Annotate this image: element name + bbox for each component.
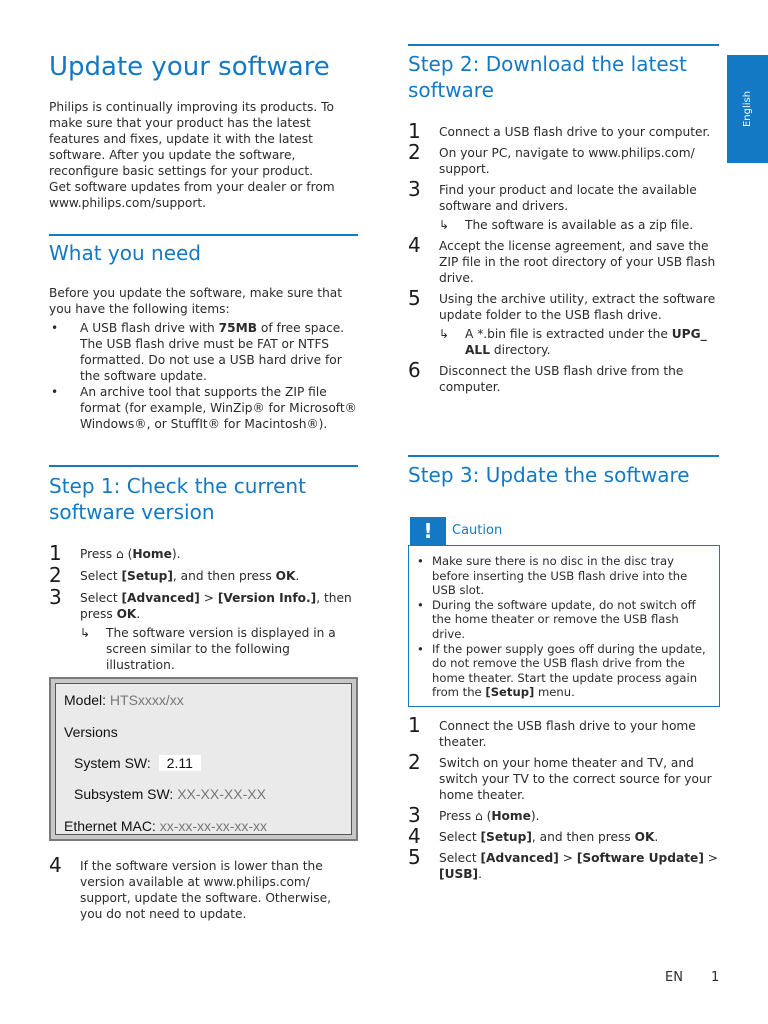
model-label: Model: <box>64 692 107 708</box>
step-text: Connect the USB flash drive to your home theater. <box>439 719 696 749</box>
step-number: 2 <box>408 750 421 774</box>
step-bold: [Advanced] <box>480 851 559 865</box>
step-number: 3 <box>408 177 421 201</box>
version-info-panel <box>55 683 352 835</box>
page-number: 1 <box>711 970 720 985</box>
list-item <box>417 642 711 700</box>
step-text: Find your product and locate the available software and drivers. <box>439 183 697 213</box>
list-item <box>49 563 360 590</box>
step-result <box>439 217 720 233</box>
list-item <box>408 358 720 395</box>
step-result-text: directory. <box>489 343 551 357</box>
step-text: . <box>295 569 300 583</box>
home-icon: ⌂ <box>115 547 124 561</box>
caution-text: During the software update, do not switch off the home theater or remove the USB flash drive. <box>432 597 696 641</box>
system-sw-label: System SW: <box>74 755 151 771</box>
step-result-text: A *.bin file is extracted under the <box>465 327 672 341</box>
list-item <box>408 233 720 286</box>
step-number: 3 <box>49 585 62 609</box>
step-number: 2 <box>408 140 421 164</box>
step-text: ( <box>482 809 492 823</box>
step-text: Select <box>439 851 481 865</box>
list-item <box>408 140 720 177</box>
bullet-icon: • <box>51 385 59 399</box>
subsystem-sw-label: Subsystem SW: <box>74 786 174 802</box>
step3-list <box>408 713 720 882</box>
version-info-screen <box>49 677 358 841</box>
list-item <box>49 585 360 673</box>
footer-language: EN <box>665 970 683 985</box>
caution-text: menu. <box>534 685 575 700</box>
subsystem-sw-line <box>74 786 266 802</box>
step-bold: OK <box>116 607 137 621</box>
step-text: . <box>136 607 141 621</box>
list-item <box>408 750 720 803</box>
step-number: 1 <box>408 119 421 143</box>
step-text: > <box>558 851 577 865</box>
model-line <box>64 692 184 708</box>
list-item <box>49 320 360 384</box>
step-bold: [Setup] <box>121 569 173 583</box>
list-item <box>408 824 720 848</box>
bullet-icon: • <box>51 321 59 335</box>
system-sw-line <box>74 755 201 771</box>
home-icon: ⌂ <box>474 809 483 823</box>
language-tab <box>727 55 768 163</box>
step-text: , then press <box>80 591 352 621</box>
step-result <box>439 326 720 358</box>
bullet-icon: • <box>417 641 424 656</box>
step2-heading: Step 2: Download the latest software <box>408 52 687 102</box>
caution-label: Caution <box>452 523 503 538</box>
list-item <box>417 554 711 598</box>
step-text: On your PC, navigate to www.philips.com/ support. <box>439 146 695 176</box>
list-item <box>417 598 711 642</box>
update-intro-paragraph-2: Get software updates from your dealer or from www.philips.com/support. <box>49 180 335 210</box>
step-text: Using the archive utility, extract the software update folder to the USB flash drive. <box>439 292 716 322</box>
step-text: Accept the license agreement, and save the ZIP file in the root directory of your USB flash drive. <box>439 239 716 285</box>
caution-text: Make sure there is no disc in the disc tray before inserting the USB flash drive into the USB slot. <box>432 554 688 598</box>
step-bold: Home <box>491 809 531 823</box>
update-intro <box>49 99 360 211</box>
step-number: 1 <box>408 713 421 737</box>
caution-bold: [Setup] <box>485 685 535 700</box>
step-number: 3 <box>408 803 421 827</box>
step-result-text: The software is available as a zip file. <box>465 218 694 232</box>
list-item-text: An archive tool that supports the ZIP file format (for example, WinZip® for Microsoft® Windows®, or StuffIt® for Macintosh®). <box>80 385 357 431</box>
ethernet-mac-label: Ethernet MAC: <box>64 818 156 834</box>
step-text: Connect a USB flash drive to your computer. <box>439 125 711 139</box>
what-you-need-intro: Before you update the software, make sure that you have the following items: <box>49 286 343 316</box>
step-text: Press <box>80 547 116 561</box>
step-text: > <box>199 591 218 605</box>
step-bold: [Software Update] <box>576 851 704 865</box>
step-number: 4 <box>408 233 421 257</box>
step-result-text: The software version is displayed in a screen similar to the following illustration. <box>106 626 336 672</box>
step-text: ( <box>123 547 133 561</box>
list-item <box>49 541 360 568</box>
step-number: 5 <box>408 845 421 869</box>
result-arrow-icon: ↳ <box>80 626 91 640</box>
list-item-bold: 75MB <box>218 321 258 335</box>
step-text: Select <box>80 569 122 583</box>
list-item <box>408 286 720 358</box>
section-rule <box>49 465 358 467</box>
step-number: 1 <box>49 541 62 565</box>
step-bold: [Version Info.] <box>217 591 317 605</box>
step-text: Select <box>439 830 481 844</box>
step-bold: [USB] <box>439 867 479 881</box>
step-text: > <box>703 851 718 865</box>
step-text: ). <box>171 547 181 561</box>
step-number: 2 <box>49 563 62 587</box>
page-title: Update your software <box>49 52 330 82</box>
step1-heading: Step 1: Check the current software version <box>49 474 306 524</box>
step-bold: OK <box>275 569 296 583</box>
step-text: ). <box>530 809 540 823</box>
list-item <box>408 845 720 882</box>
step-bold: OK <box>634 830 655 844</box>
step2-list <box>408 119 720 395</box>
step-text: , and then press <box>531 830 635 844</box>
step-result <box>80 625 360 673</box>
caution-text: If the power supply goes off during the update, do not remove the USB flash drive from the home theater. Start the update process again from the <box>432 641 706 700</box>
step1-list-continued <box>49 853 349 922</box>
section-rule <box>49 234 358 236</box>
step-number: 5 <box>408 286 421 310</box>
step-number: 4 <box>49 853 62 877</box>
bullet-icon: • <box>417 597 424 612</box>
section-rule <box>408 455 719 457</box>
bullet-icon: • <box>417 554 424 568</box>
what-you-need-heading: What you need <box>49 241 201 265</box>
list-item <box>49 853 349 922</box>
list-item-text: A USB flash drive with <box>80 321 219 335</box>
list-item <box>408 713 720 750</box>
result-arrow-icon: ↳ <box>439 327 450 341</box>
system-sw-value: 2.11 <box>159 755 201 771</box>
step-bold: Home <box>132 547 172 561</box>
caution-list <box>417 554 711 700</box>
caution-header <box>408 517 720 545</box>
versions-label: Versions <box>64 724 118 740</box>
list-item <box>408 803 720 827</box>
step-number: 4 <box>408 824 421 848</box>
step3-heading: Step 3: Update the software <box>408 463 690 487</box>
step-text: . <box>654 830 659 844</box>
caution-icon: ! <box>410 517 446 545</box>
requirements-list <box>49 320 360 432</box>
list-item <box>49 384 360 432</box>
step-text: Switch on your home theater and TV, and switch your TV to the correct source for your home theater. <box>439 756 712 802</box>
step-bold: [Setup] <box>480 830 532 844</box>
step-text: If the software version is lower than the version available at www.philips.com/ support, update the software. Otherwise, you do not need to update. <box>80 859 331 921</box>
list-item-text: of free space. The USB flash drive must be FAT or NTFS formatted. Do not use a USB hard drive for the software update. <box>80 321 345 383</box>
step-bold: [Advanced] <box>121 591 200 605</box>
result-arrow-icon: ↳ <box>439 218 450 232</box>
step-text: . <box>478 867 482 881</box>
subsystem-sw-value: XX-XX-XX-XX <box>177 786 266 802</box>
step-text: Select <box>80 591 122 605</box>
model-value: HTSxxxx/xx <box>109 692 184 708</box>
step-text: Press <box>439 809 475 823</box>
list-item <box>408 177 720 233</box>
step-text: , and then press <box>172 569 276 583</box>
caution-box <box>408 545 720 707</box>
step-result-bold: UPG_ ALL <box>465 327 707 357</box>
step-text: Disconnect the USB flash drive from the computer. <box>439 364 684 394</box>
step1-list <box>49 541 360 673</box>
list-item <box>408 119 720 143</box>
step-number: 6 <box>408 358 421 382</box>
ethernet-mac-line <box>64 818 267 834</box>
language-tab-label: English <box>741 90 753 128</box>
ethernet-mac-value: xx-xx-xx-xx-xx-xx <box>159 818 268 834</box>
section-rule <box>408 44 719 46</box>
update-intro-paragraph-1: Philips is continually improving its products. To make sure that your product has the latest features and fixes, update it with the latest software. After you update the software, reconfigure basic settings for your product. <box>49 100 334 178</box>
